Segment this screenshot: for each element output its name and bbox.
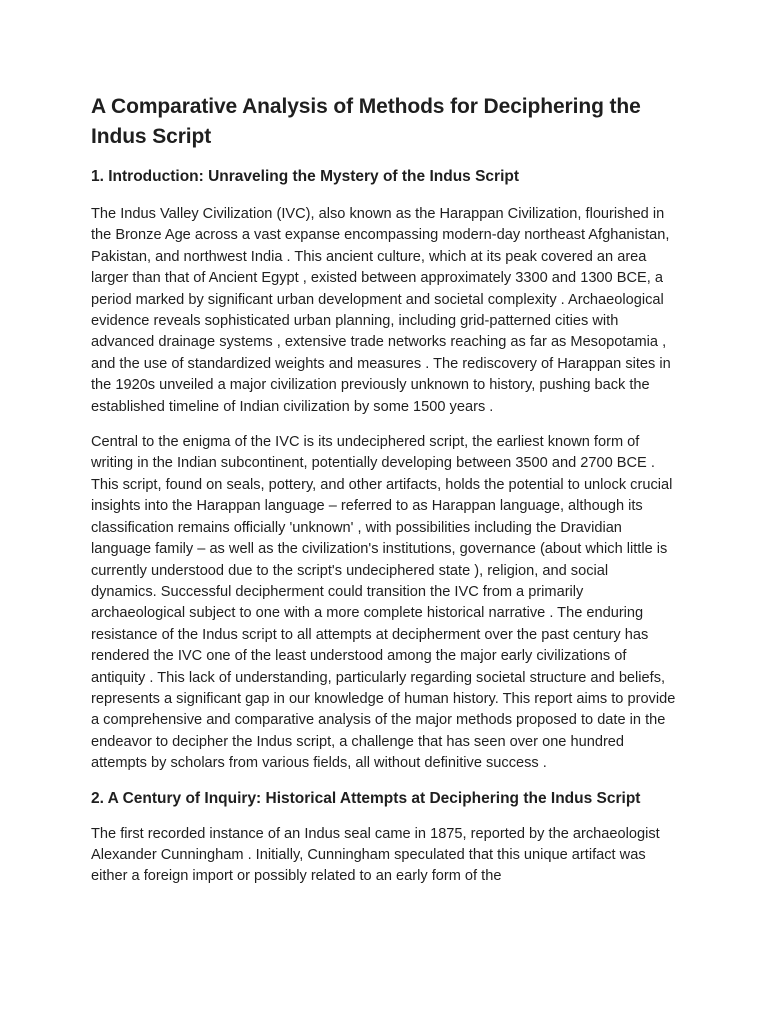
- section-heading-century-of-inquiry: 2. A Century of Inquiry: Historical Attempts at Deciphering the Indus Script: [91, 789, 641, 807]
- intro-paragraph-2: Central to the enigma of the IVC is its undeciphered script, the earliest known form of writing in the Indian subcontinent, potentially developing between 3500 and 2700 BCE . This script, found on seals, pottery, and other artifacts, holds the potential to unlock crucial insights into the Harappan language – referred to as Harappan language, although its classification remains officially 'unknown' , with possibilities including the Dravidian language family – as well as the civilization's institutions, governance (about which little is currently understood due to the script's undeciphered state ), religion, and social dynamics. Successful decipherment could transition the IVC from a primarily archaeological subject to one with a more complete historical narrative . The enduring resistance of the Indus script to all attempts at decipherment over the past century has rendered the IVC one of the least understood among the major early civilizations of antiquity . This lack of understanding, particularly regarding societal structure and beliefs, represents a significant gap in our knowledge of human history. This report aims to provide a comprehensive and comparative analysis of the major methods proposed to date in the endeavor to decipher the Indus script, a challenge that has seen over one hundred attempts by scholars from various fields, all without definitive success .: [91, 434, 676, 772]
- document-title: A Comparative Analysis of Methods for Deciphering the Indus Script: [91, 95, 641, 148]
- inquiry-paragraph-1: The first recorded instance of an Indus seal came in 1875, reported by the archaeologist Alexander Cunningham . Initially, Cunningham speculated that this unique artifact was either a foreign import or possibly related to an early form of the: [91, 825, 660, 885]
- section-heading-introduction: 1. Introduction: Unraveling the Mystery of the Indus Script: [91, 168, 520, 185]
- intro-paragraph-1: The Indus Valley Civilization (IVC), also known as the Harappan Civilization, flourished in the Bronze Age across a vast expanse encompassing modern-day northeast Afghanistan, Pakistan, and northwest India . This ancient culture, which at its peak covered an area larger than that of Ancient Egypt , existed between approximately 3300 and 1300 BCE, a period marked by significant urban development and societal complexity . Archaeological evidence reveals sophisticated urban planning, including grid-patterned cities with advanced drainage systems , extensive trade networks reaching as far as Mesopotamia , and the use of standardized weights and measures . The rediscovery of Harappan sites in the 1920s unveiled a major civilization previously unknown to history, pushing back the established timeline of Indian civilization by some 1500 years .: [91, 206, 671, 415]
